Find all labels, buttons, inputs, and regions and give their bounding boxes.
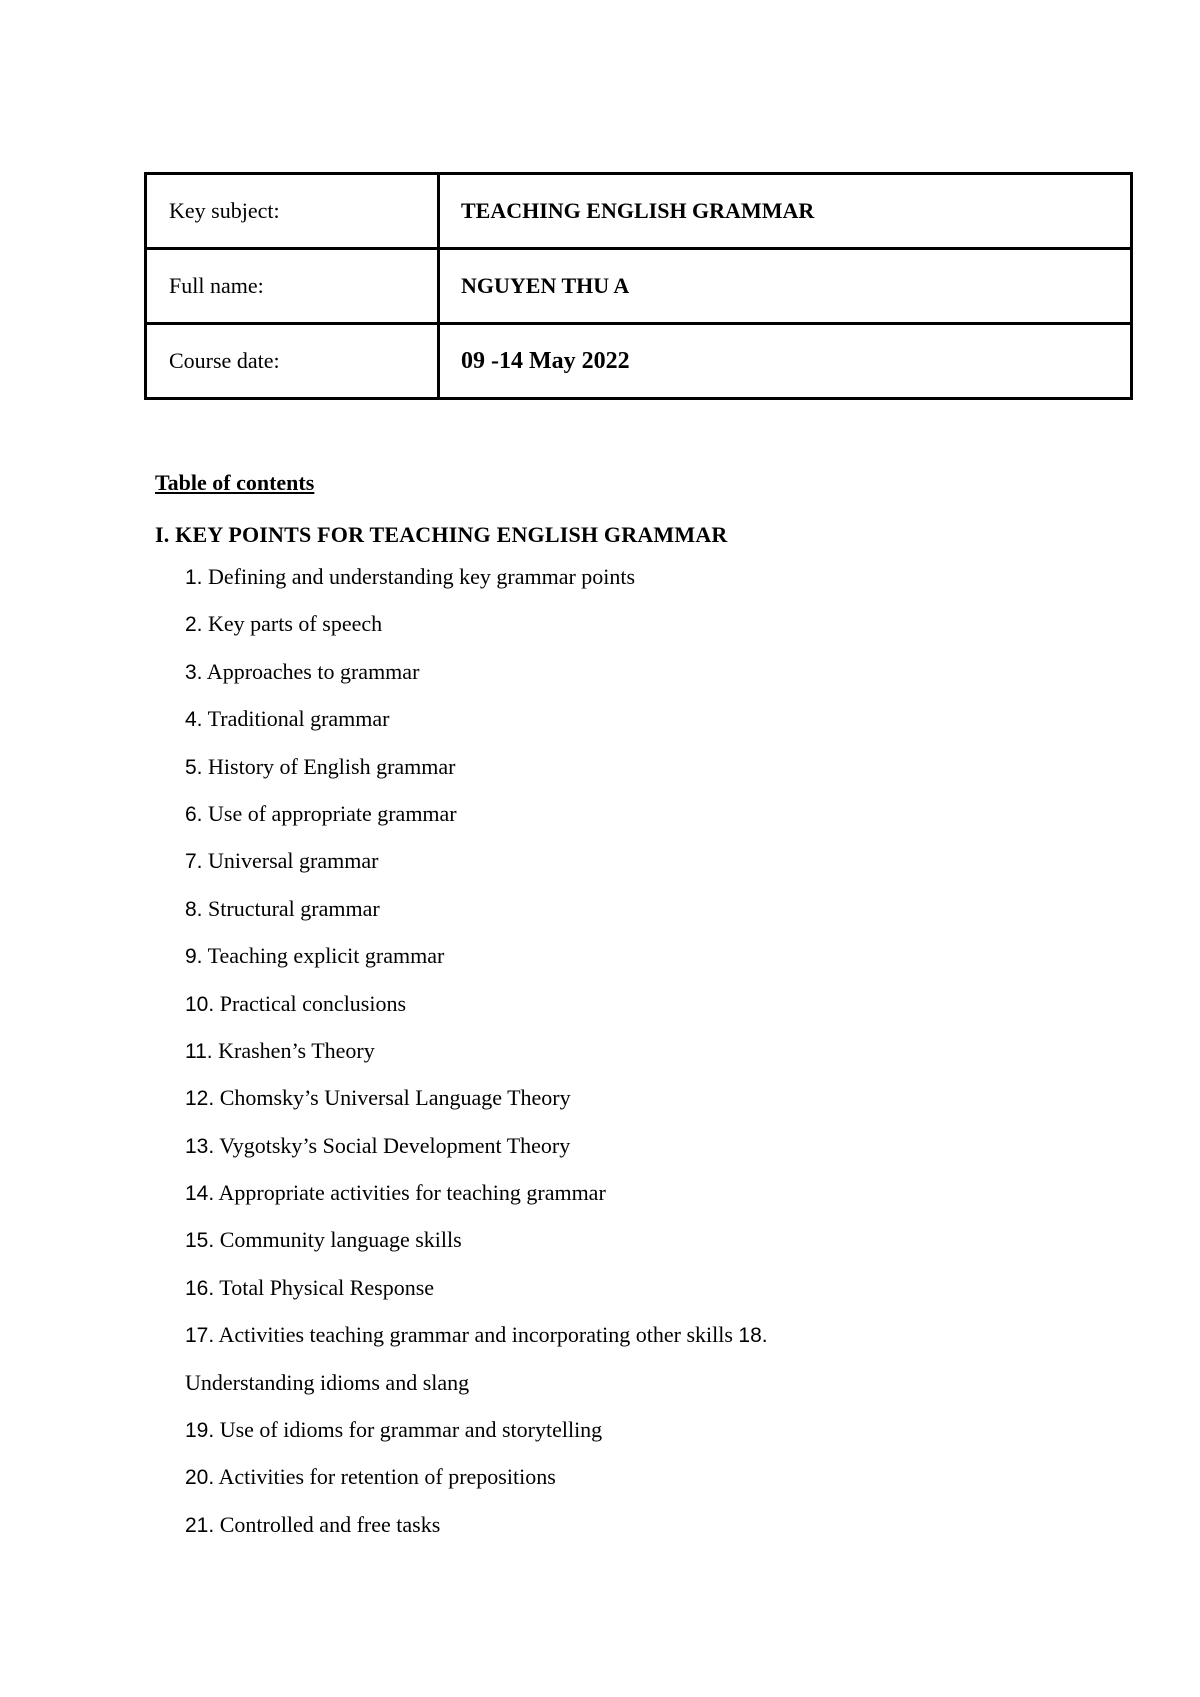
toc-item — [185, 1225, 768, 1272]
header-info-table — [144, 172, 1133, 400]
toc-item-text: Activities teaching grammar and incorporating other skills — [214, 1322, 739, 1348]
toc-item-number: 10. — [185, 992, 215, 1016]
toc-item-text: Teaching explicit grammar — [202, 943, 445, 969]
toc-item — [185, 562, 768, 609]
toc-item — [185, 799, 768, 846]
toc-item-number: 21. — [185, 1513, 215, 1537]
toc-item-number: 12. — [185, 1087, 215, 1111]
toc-item — [185, 846, 768, 893]
toc-item-text: Chomsky’s Universal Language Theory — [214, 1085, 571, 1111]
toc-item-text: Universal grammar — [202, 848, 379, 874]
toc-item-text: Key parts of speech — [202, 611, 383, 637]
toc-item — [185, 609, 768, 656]
toc-list — [185, 562, 768, 1557]
toc-item — [185, 1462, 768, 1509]
toc-item-text: Community language skills — [214, 1227, 462, 1253]
toc-item-text: Structural grammar — [202, 895, 380, 921]
toc-title: Table of contents — [155, 470, 315, 495]
table-row — [146, 249, 1132, 324]
toc-item-text: Total Physical Response — [214, 1274, 435, 1300]
toc-item-text: Use of idioms for grammar and storytelling — [214, 1417, 603, 1443]
toc-item — [185, 1036, 768, 1083]
toc-item-number: 6. — [185, 802, 203, 826]
toc-item-number: 9. — [185, 945, 203, 969]
toc-item — [185, 1415, 768, 1462]
toc-item-text: Vygotsky’s Social Development Theory — [214, 1132, 571, 1158]
section-heading: I. KEY POINTS FOR TEACHING ENGLISH GRAMMAR — [155, 522, 728, 547]
toc-item-number: 19. — [185, 1419, 215, 1443]
toc-item-number: 4. — [185, 708, 203, 732]
toc-item — [185, 1510, 768, 1557]
toc-item-number: 14. — [185, 1182, 215, 1206]
toc-item-text: History of English grammar — [202, 753, 456, 779]
toc-item-text: Traditional grammar — [202, 706, 390, 732]
toc-item-trailing-number: 18. — [738, 1324, 768, 1348]
toc-item-text: Practical conclusions — [214, 990, 407, 1016]
toc-item-number: 16. — [185, 1276, 215, 1300]
toc-item — [185, 894, 768, 941]
full-name-value: NGUYEN THU A — [439, 249, 1132, 324]
toc-item-number: 1. — [185, 566, 203, 589]
toc-item — [185, 1083, 768, 1130]
key-subject-value: TEACHING ENGLISH GRAMMAR — [439, 174, 1132, 249]
toc-item-text: Appropriate activities for teaching grammar — [214, 1180, 606, 1206]
toc-item-number: 20. — [185, 1466, 215, 1490]
toc-item-text: Understanding idioms and slang — [185, 1369, 470, 1395]
toc-item-number: 3. — [185, 660, 203, 684]
toc-item-text: Activities for retention of prepositions — [214, 1464, 556, 1490]
toc-item-number: 8. — [185, 897, 203, 921]
toc-item — [185, 989, 768, 1036]
toc-item-text: Controlled and free tasks — [214, 1511, 441, 1537]
toc-item — [185, 1368, 768, 1415]
toc-item-number: 5. — [185, 755, 203, 779]
toc-item — [185, 1320, 768, 1367]
toc-item-text: Use of appropriate grammar — [202, 800, 457, 826]
key-subject-label: Key subject: — [146, 174, 439, 249]
table-row — [146, 174, 1132, 249]
toc-item-number: 15. — [185, 1229, 215, 1253]
full-name-label: Full name: — [146, 249, 439, 324]
toc-item-number: 11. — [185, 1039, 213, 1063]
toc-item — [185, 941, 768, 988]
toc-item — [185, 752, 768, 799]
toc-item — [185, 1131, 768, 1178]
toc-item-text: Krashen’s Theory — [212, 1037, 375, 1063]
table-row — [146, 324, 1132, 399]
toc-item — [185, 1273, 768, 1320]
toc-item-text: Approaches to grammar — [202, 658, 420, 684]
course-date-value: 09 -14 May 2022 — [439, 324, 1132, 399]
toc-item — [185, 1178, 768, 1225]
toc-item-number: 7. — [185, 850, 203, 874]
toc-item-number: 2. — [185, 613, 203, 637]
toc-item-number: 13. — [185, 1134, 215, 1158]
toc-item-text: Defining and understanding key grammar points — [202, 564, 636, 589]
toc-item — [185, 704, 768, 751]
toc-item — [185, 657, 768, 704]
course-date-label: Course date: — [146, 324, 439, 399]
toc-item-number: 17. — [185, 1324, 215, 1348]
